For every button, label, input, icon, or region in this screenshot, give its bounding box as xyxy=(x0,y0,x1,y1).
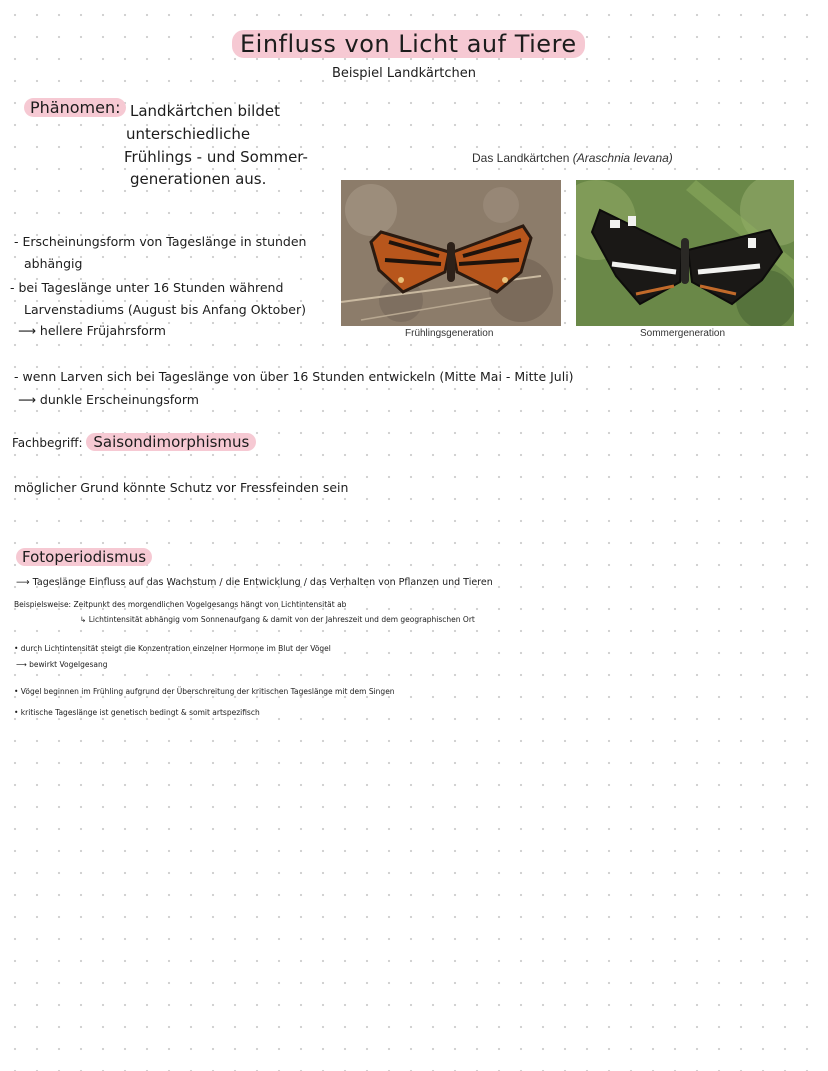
fachbegriff-label: Fachbegriff: xyxy=(12,436,83,450)
foto-line-4: • durch Lichtintensität steigt die Konzentration einzelner Hormone im Blut der Vögel xyxy=(14,644,331,653)
caption-summer: Sommergeneration xyxy=(640,328,726,339)
foto-line-5: ⟶ bewirkt Vogelgesang xyxy=(16,660,108,669)
page-subtitle: Beispiel Landkärtchen xyxy=(332,66,476,81)
note-abhaengig: abhängig xyxy=(24,256,83,271)
phaenomen-label: Phänomen: xyxy=(24,98,126,117)
note-larvenstadium: Larvenstadiums (August bis Anfang Oktober) xyxy=(24,302,306,317)
foto-line-3: ↳ Lichtintensität abhängig vom Sonnenaufgang & damit von der Jahreszeit und dem geographischen Ort xyxy=(80,615,475,624)
summer-butterfly-photo xyxy=(576,180,794,326)
phaenomen-line-3: Frühlings - und Sommer- xyxy=(124,148,308,166)
phaenomen-line-4: generationen aus. xyxy=(130,170,267,188)
foto-line-7: • kritische Tageslänge ist genetisch bedingt & somit artspezifisch xyxy=(14,708,260,717)
fotoperiodismus-heading: Fotoperiodismus xyxy=(16,548,152,566)
arrow-right-icon: ⟶ xyxy=(18,392,36,407)
fachbegriff-term: Saisondimorphismus xyxy=(86,433,256,451)
note-hellere-form: ⟶ hellere Früjahrsform xyxy=(18,323,166,338)
phaenomen-line-2: unterschiedliche xyxy=(126,125,251,143)
note-ueber-16: - wenn Larven sich bei Tageslänge von über 16 Stunden entwickeln (Mitte Mai - Mitte Juli) xyxy=(14,369,574,384)
fachbegriff-row xyxy=(12,433,256,451)
figure-heading-latin: (Araschnia levana) xyxy=(572,151,673,165)
foto-line-6: • Vögel beginnen im Frühling aufgrund der Überschreitung der kritischen Tageslänge mit dem Singen xyxy=(14,687,395,696)
arrow-right-icon: ⟶ xyxy=(16,660,27,669)
note-dunkle-form: ⟶ dunkle Erscheinungsform xyxy=(18,392,199,407)
note-unter-16: - bei Tageslänge unter 16 Stunden während xyxy=(10,280,284,295)
caption-spring: Frühlingsgeneration xyxy=(405,328,494,339)
arrow-right-icon: ⟶ xyxy=(16,577,30,588)
foto-line-2: Beispielsweise: Zeitpunkt des morgendlichen Vogelgesangs hängt von Lichtintensität ab xyxy=(14,600,347,609)
spring-butterfly-photo xyxy=(341,180,561,326)
note-erscheinungsform: - Erscheinungsform von Tageslänge in stunden xyxy=(14,234,307,249)
note-grund: möglicher Grund könnte Schutz vor Fressfeinden sein xyxy=(14,480,349,495)
title-highlight: Einfluss von Licht auf Tiere xyxy=(232,30,585,58)
arrow-right-icon: ⟶ xyxy=(18,323,36,338)
phaenomen-line-1: Landkärtchen bildet xyxy=(130,102,280,120)
foto-line-1: ⟶ Tageslänge Einfluss auf das Wachstum / die Entwicklung / das Verhalten von Pflanzen und Tieren xyxy=(16,577,493,588)
page-title xyxy=(232,30,585,58)
figure-heading: Das Landkärtchen (Araschnia levana) xyxy=(472,151,673,165)
return-arrow-icon: ↳ xyxy=(80,615,87,624)
